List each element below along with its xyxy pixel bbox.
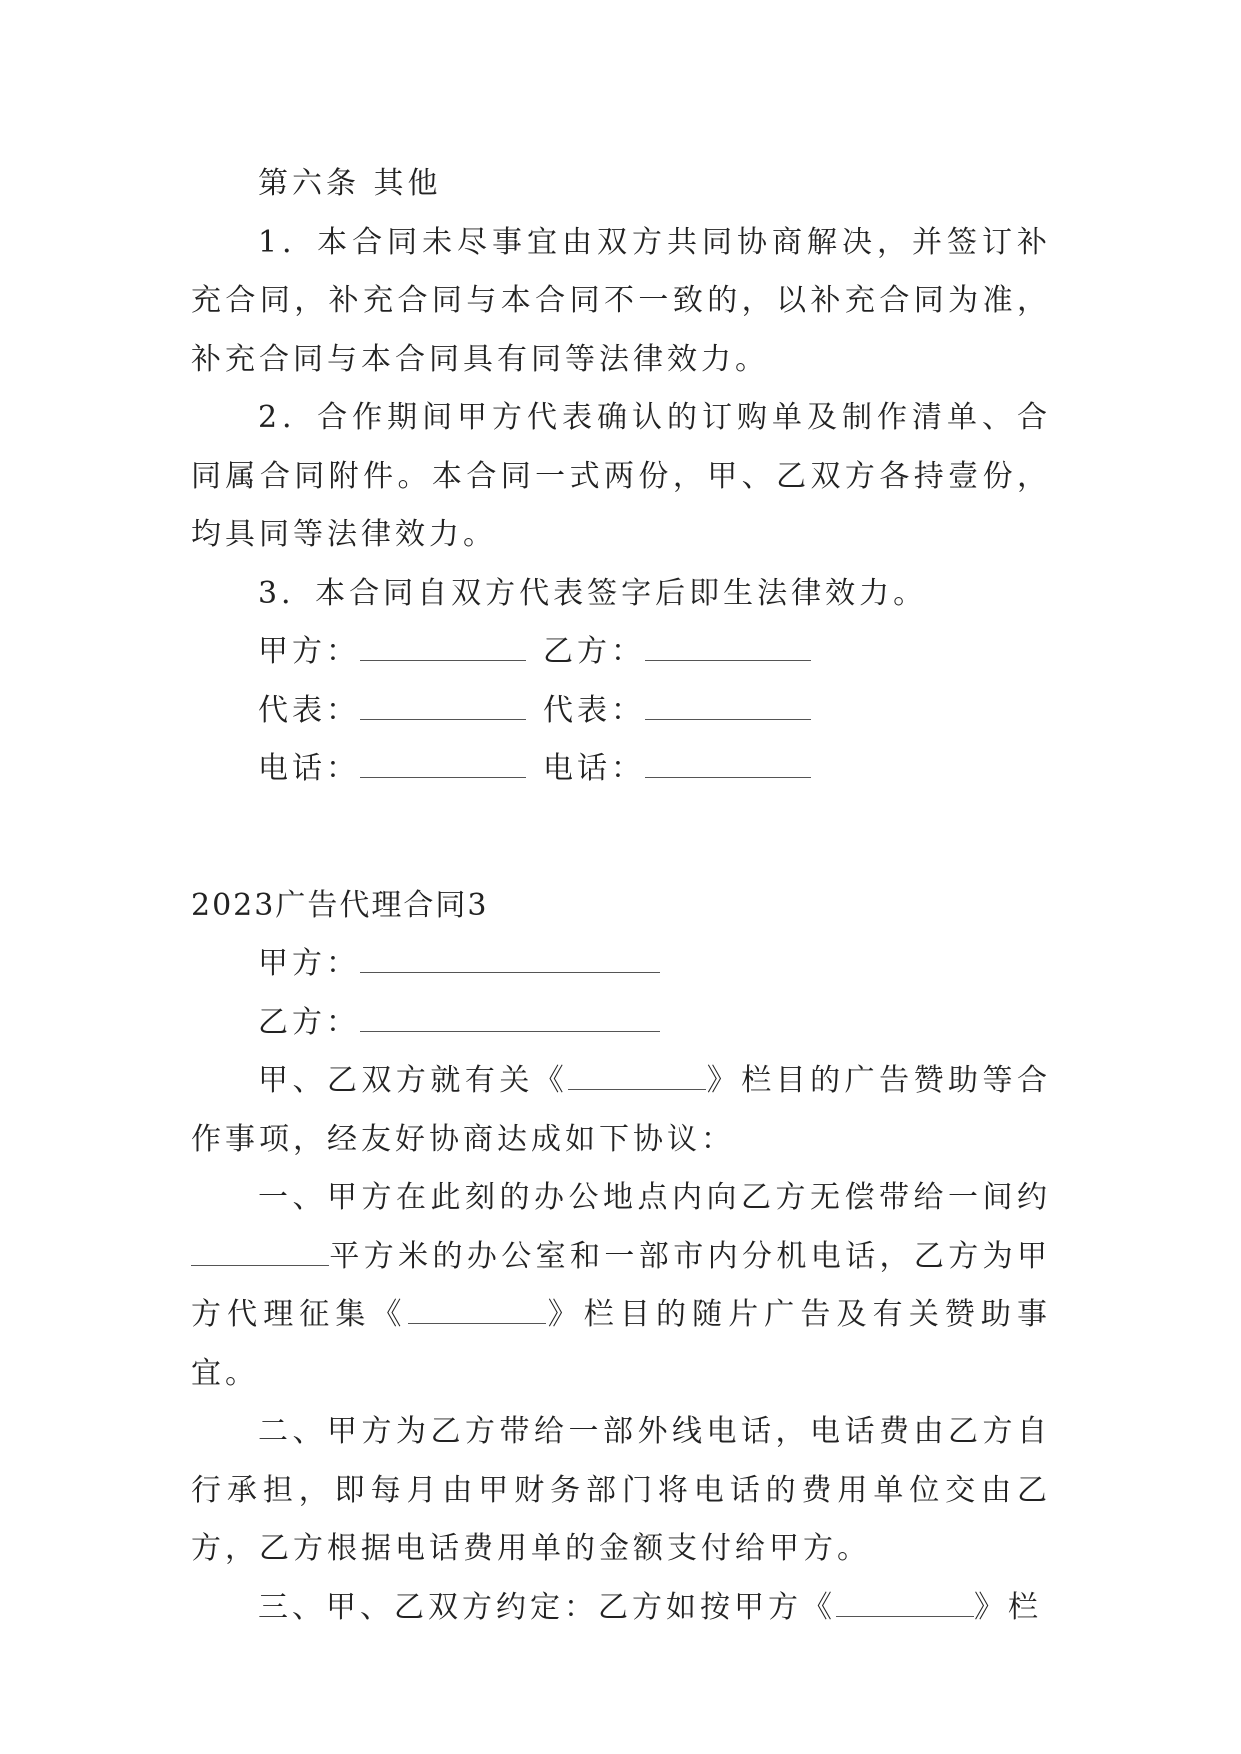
section-six-clause-1: 1．本合同未尽事宜由双方共同协商解决，并签订补充合同，补充合同与本合同不一致的，以补充合同为准，补充合同与本合同具有同等法律效力。 (191, 224, 1051, 377)
signature-rep-a-blank (360, 697, 526, 720)
contract-3-clause-1 (191, 1169, 1051, 1403)
contract-3-intro (191, 1052, 1051, 1169)
signature-row-representative (191, 682, 1051, 741)
contract-3-title: 2023广告代理合同3 (191, 887, 489, 923)
contract-3-clause-1-end: 》栏目的随片广告及有关赞助事宜。 (191, 1297, 1052, 1391)
contract-3-intro-start: 甲、乙双方就有关《 (258, 1063, 569, 1098)
signature-party-a-label: 甲方： (258, 634, 360, 669)
contract-3-party-a-blank (360, 950, 660, 973)
section-gap (191, 799, 1051, 877)
contract-3-clause-3 (191, 1579, 1051, 1638)
contract-3-clause-1-program-blank (408, 1301, 546, 1324)
contract-3-clause-1-start: 一、甲方在此刻的办公地点内向乙方无偿带给一间约 (258, 1180, 1051, 1215)
signature-phone-a-label: 电话： (258, 751, 360, 786)
signature-rep-a-label: 代表： (258, 692, 360, 728)
signature-row-party (191, 623, 1051, 682)
section-six-clause-3: 3．本合同自双方代表签字后即生法律效力。 (258, 575, 928, 611)
signature-party-b-blank (645, 638, 811, 661)
section-six-clause-2: 2．合作期间甲方代表确认的订购单及制作清单、合同属合同附件。本合同一式两份，甲、乙双方各持壹份，均具同等法律效力。 (191, 400, 1051, 552)
signature-row-phone (191, 740, 1051, 799)
signature-rep-b (543, 682, 828, 741)
contract-3-clause-3-start: 三、甲、乙双方约定：乙方如按甲方《 (258, 1589, 836, 1625)
document-body (191, 155, 1051, 1637)
signature-rep-b-blank (645, 697, 811, 720)
signature-phone-b (543, 740, 828, 799)
signature-phone-a (258, 740, 543, 799)
contract-3-intro-blank (568, 1067, 706, 1090)
section-six-title: 第六条 其他 (258, 166, 442, 201)
contract-3-party-a (191, 935, 1051, 994)
signature-party-b-label: 乙方： (543, 634, 645, 669)
signature-rep-b-label: 代表： (543, 692, 645, 728)
signature-rep-a (258, 682, 543, 741)
contract-3-party-a-label: 甲方： (258, 946, 360, 981)
contract-3-clause-2: 二、甲方为乙方带给一部外线电话，电话费由乙方自行承担，即每月由甲财务部门将电话的费用单位交由乙方，乙方根据电话费用单的金额支付给甲方。 (191, 1414, 1051, 1566)
contract-3-intro-end: 》栏目的广告赞助等合作事项，经友好协商达成如下协议： (191, 1063, 1052, 1157)
signature-phone-b-blank (645, 755, 811, 778)
contract-3-party-b-blank (360, 1009, 660, 1032)
contract-3-clause-3-end: 》栏 (974, 1589, 1042, 1625)
contract-3-clause-3-blank (836, 1594, 974, 1617)
contract-3-party-b-label: 乙方： (258, 1004, 360, 1040)
signature-phone-b-label: 电话： (543, 751, 645, 786)
signature-party-a (258, 623, 543, 682)
contract-3-clause-1-middle: 平方米的办公室和一部市内分机电话，乙方为甲方代理征集《 (191, 1238, 1051, 1332)
signature-party-a-blank (360, 638, 526, 661)
contract-3-party-b (191, 994, 1051, 1053)
signature-party-b (543, 623, 828, 682)
signature-phone-a-blank (360, 755, 526, 778)
contract-3-clause-1-area-blank (191, 1243, 329, 1266)
